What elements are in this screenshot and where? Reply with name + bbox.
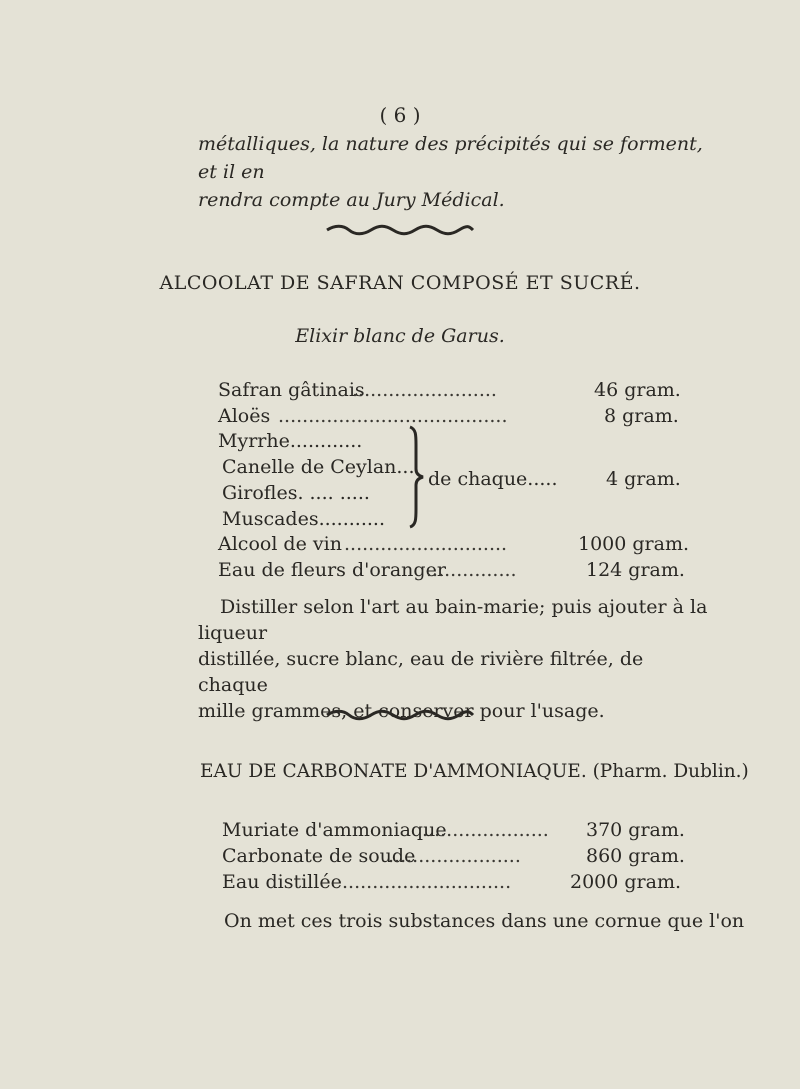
brace-icon (408, 425, 426, 529)
ingredient-name: Muriate d'ammoniaque (222, 819, 447, 841)
ingredient-row (218, 377, 681, 403)
brace-item: Muscades........... (222, 508, 386, 530)
ingredient-qty: 1000 gram. (578, 533, 690, 555)
leader-dots: ............... (426, 559, 517, 581)
ingredient-name: Carbonate de soude (222, 845, 416, 867)
leader-dots: ...................... (388, 845, 521, 867)
ingredient-row (222, 843, 685, 869)
ingredient-name: Eau distillée (222, 871, 342, 893)
ingredient-row (222, 869, 682, 895)
ingredient-qty: 370 gram. (586, 819, 685, 841)
ornament-divider-1 (0, 222, 800, 241)
section1-title: ALCOOLAT DE SAFRAN COMPOSÉ ET SUCRÉ. (159, 272, 641, 294)
ingredient-name: Safran gâtinais (218, 379, 365, 401)
ingredient-row (218, 531, 688, 557)
instructions-line: Distiller selon l'art au bain-marie; puis ajouter à la liqueur (198, 596, 708, 644)
brace-qty: 4 gram. (606, 468, 681, 490)
leader-dots: ............................ (342, 871, 512, 893)
continuation-line: On met ces trois substances dans une cornue que l'on (224, 910, 745, 932)
leader-dots: ..................... (422, 819, 549, 841)
leader-dots: ...................................... (278, 405, 508, 427)
leader-dots: ........................ (352, 379, 497, 401)
instructions-line: mille grammes, et conserver pour l'usage. (198, 700, 605, 722)
ingredient-name: Eau de fleurs d'oranger (218, 559, 446, 581)
ingredient-qty: 8 gram. (604, 405, 679, 427)
ingredient-qty: 2000 gram. (570, 871, 682, 893)
leader-dots: ........................... (344, 533, 508, 555)
ingredient-qty: 860 gram. (586, 845, 685, 867)
ornament-divider-2 (0, 707, 800, 726)
ingredient-row (218, 403, 678, 429)
ingredient-row (222, 817, 685, 843)
intro-line-2: rendra compte au Jury Médical. (198, 189, 505, 211)
intro-line-1: métalliques, la nature des précipités qui se forment, et il en (198, 133, 703, 183)
brace-label: de chaque..... (428, 468, 558, 490)
brace-item: Myrrhe............ (218, 430, 363, 452)
ingredient-qty: 46 gram. (594, 379, 681, 401)
section1-subtitle: Elixir blanc de Garus. (295, 325, 505, 347)
instructions-line: distillée, sucre blanc, eau de rivière filtrée, de chaque (198, 648, 644, 696)
section2-title: EAU DE CARBONATE D'AMMONIAQUE. (Pharm. Dublin.) (200, 761, 749, 782)
ingredient-row (218, 557, 688, 583)
brace-item: Girofles. .... ..... (222, 482, 370, 504)
page-number: ( 6 ) (379, 103, 421, 127)
instructions-paragraph (198, 594, 718, 724)
intro-paragraph (198, 130, 718, 214)
ingredient-qty: 124 gram. (586, 559, 685, 581)
brace-item: Canelle de Ceylan... (222, 456, 415, 478)
ingredient-name: Aloës (218, 405, 271, 427)
ingredient-name: Alcool de vin (218, 533, 342, 555)
